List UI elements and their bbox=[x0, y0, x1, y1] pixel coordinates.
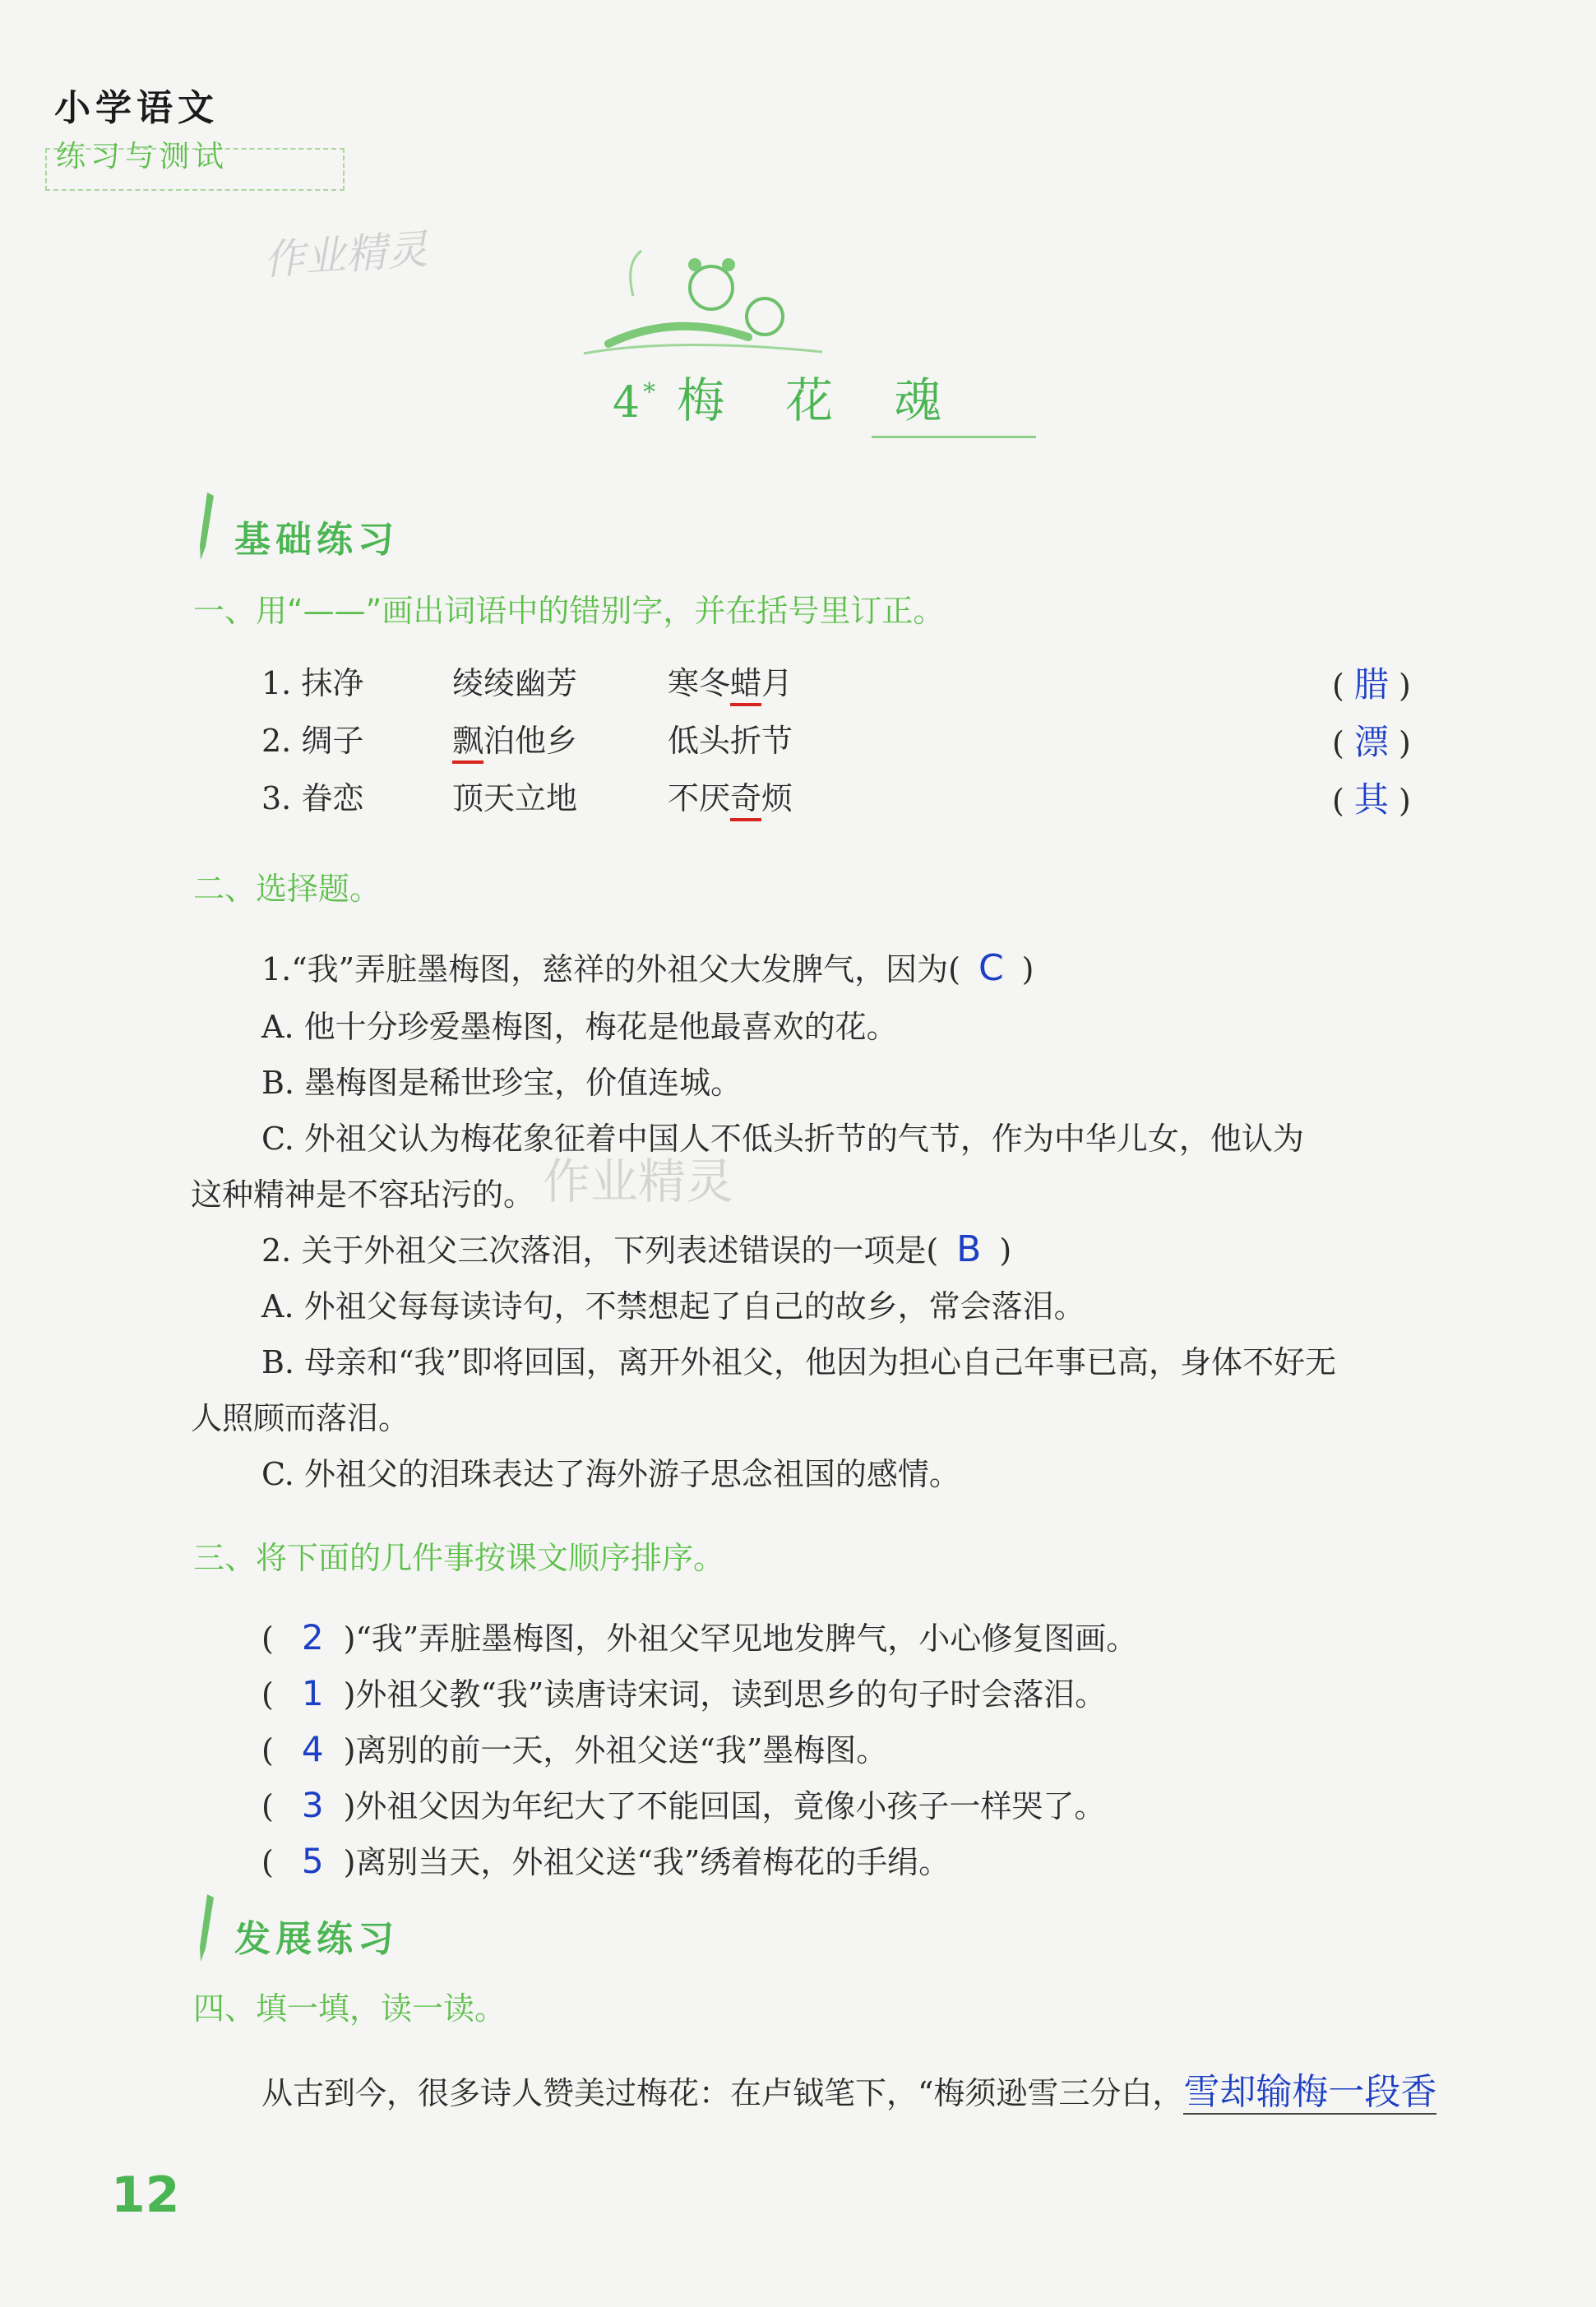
typo-mark: 飘 bbox=[452, 723, 483, 764]
title-underline bbox=[872, 436, 1036, 438]
q3-heading: 三、将下面的几件事按课文顺序排序。 bbox=[193, 1540, 725, 1576]
kids-illustration bbox=[576, 247, 839, 370]
watermark: 作业精灵 bbox=[261, 225, 430, 284]
word: 顶天立地 bbox=[452, 780, 578, 816]
option: B. 母亲和“我”即将回国，离开外祖父，他因为担心自己年事已高，身体不好无 bbox=[261, 1344, 1336, 1380]
typo-mark: 奇 bbox=[730, 780, 761, 821]
answer: B bbox=[956, 1228, 982, 1270]
title-char: 花 bbox=[785, 372, 837, 428]
watermark: 作业精灵 bbox=[543, 1154, 734, 1209]
order-item: ( 1 )外祖父教“我”读唐诗宋词，读到思乡的句子时会落泪。 bbox=[261, 1673, 1107, 1713]
page-number: 12 bbox=[111, 2166, 180, 2224]
order-item: ( 3 )外祖父因为年纪大了不能回国，竟像小孩子一样哭了。 bbox=[261, 1785, 1106, 1825]
title-char: 梅 bbox=[677, 372, 729, 428]
answer: 其 bbox=[1353, 779, 1389, 820]
answer-paren: ( 其 ) bbox=[1332, 779, 1411, 820]
option-continued: 这种精神是不容玷污的。 bbox=[191, 1177, 535, 1213]
q1-heading: 一、用“——”画出词语中的错别字，并在括号里订正。 bbox=[193, 593, 945, 629]
word: 1. 抹净 bbox=[261, 665, 364, 701]
q1-row-1 bbox=[261, 658, 363, 703]
word: 2. 绸子 bbox=[261, 723, 364, 759]
section-develop-practice: 发展练习 bbox=[234, 1918, 399, 1960]
lesson-number: 4 bbox=[613, 378, 644, 428]
optional-mark: * bbox=[643, 377, 659, 407]
q4-heading: 四、填一填，读一读。 bbox=[193, 1990, 507, 2027]
series-subtitle: 练习与测试 bbox=[56, 140, 229, 173]
q4-text: 从古到今，很多诗人赞美过梅花：在卢钺笔下，“梅须逊雪三分白，雪却输梅一段香 bbox=[261, 2071, 1437, 2113]
series-title: 小学语文 bbox=[54, 87, 219, 129]
q2-item-2-stem: 2. 关于外祖父三次落泪，下列表述错误的一项是( B ) bbox=[261, 1228, 1012, 1270]
answer: 1 bbox=[301, 1673, 324, 1713]
order-item: ( 4 )离别的前一天，外祖父送“我”墨梅图。 bbox=[261, 1729, 888, 1769]
answer-paren: ( 漂 ) bbox=[1332, 722, 1411, 762]
order-item: ( 5 )离别当天，外祖父送“我”绣着梅花的手绢。 bbox=[261, 1841, 951, 1881]
answer: 3 bbox=[301, 1785, 324, 1825]
answer: 漂 bbox=[1353, 722, 1389, 762]
option: C. 外祖父认为梅花象征着中国人不低头折节的气节，作为中华儿女，他认为 bbox=[261, 1121, 1304, 1157]
option: C. 外祖父的泪珠表达了海外游子思念祖国的感情。 bbox=[261, 1456, 960, 1492]
order-item: ( 2 )“我”弄脏墨梅图，外祖父罕见地发脾气，小心修复图画。 bbox=[261, 1617, 1138, 1657]
title-char: 魂 bbox=[894, 372, 946, 428]
fill-answer: 雪却输梅一段香 bbox=[1183, 2071, 1437, 2113]
q2-item-1-stem: 1.“我”弄脏墨梅图，慈祥的外祖父大发脾气，因为( C ) bbox=[261, 947, 1034, 989]
word: 飘泊他乡 bbox=[452, 715, 577, 761]
word: 不厌奇烦 bbox=[668, 773, 793, 818]
answer-paren: ( 腊 ) bbox=[1332, 664, 1411, 705]
option: B. 墨梅图是稀世珍宝，价值连城。 bbox=[261, 1065, 742, 1101]
answer: 4 bbox=[301, 1729, 324, 1769]
pencil-icon bbox=[196, 1891, 220, 1965]
option: A. 外祖父每每读诗句，不禁想起了自己的故乡，常会落泪。 bbox=[261, 1288, 1085, 1325]
word: 低头折节 bbox=[668, 723, 793, 759]
option: A. 他十分珍爱墨梅图，梅花是他最喜欢的花。 bbox=[261, 1009, 898, 1045]
typo-mark: 蜡 bbox=[730, 665, 761, 706]
word: 寒冬蜡月 bbox=[668, 658, 793, 703]
answer: 5 bbox=[301, 1841, 324, 1881]
lesson-title bbox=[613, 362, 945, 431]
section-basic-practice: 基础练习 bbox=[234, 519, 399, 561]
answer: 腊 bbox=[1353, 664, 1389, 705]
pencil-icon bbox=[196, 489, 220, 563]
word: 绫绫幽芳 bbox=[452, 665, 578, 701]
option-continued: 人照顾而落泪。 bbox=[191, 1400, 410, 1436]
q2-heading: 二、选择题。 bbox=[193, 871, 382, 907]
word: 3. 眷恋 bbox=[261, 780, 364, 816]
answer: C bbox=[978, 947, 1004, 989]
answer: 2 bbox=[301, 1617, 324, 1657]
